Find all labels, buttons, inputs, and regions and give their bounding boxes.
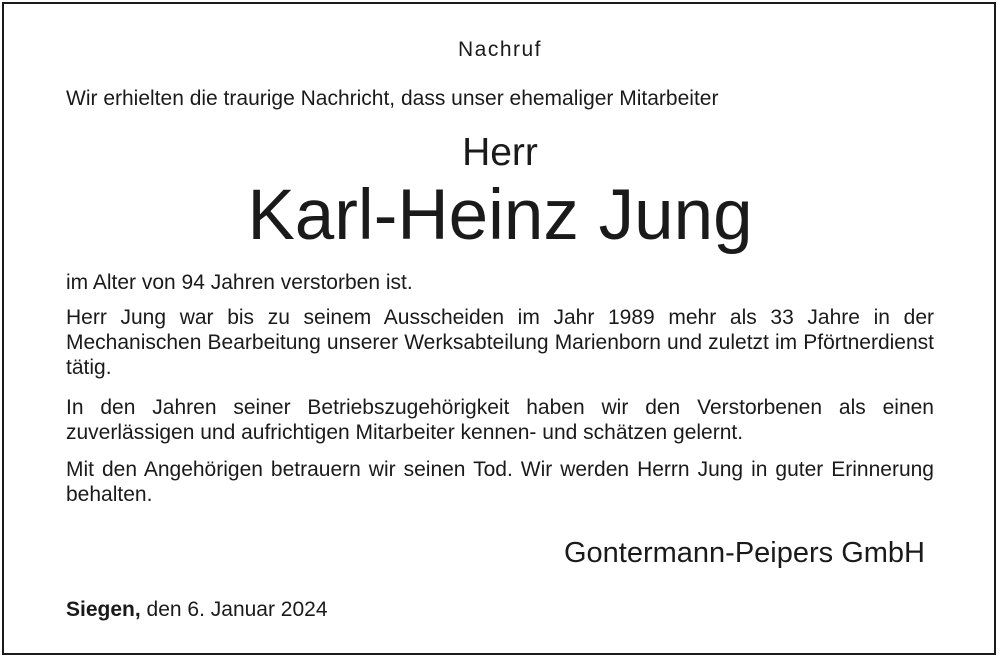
paragraph-condolence: Mit den Angehörigen betrauern wir seinen Tod. Wir werden Herrn Jung in guter Erinnerung behalten.: [66, 458, 934, 506]
paragraph-employment: In den Jahren seiner Betriebszugehörigkeit haben wir den Verstorbenen als einen zuverlässigen und aufrichtigen Mitarbeiter kennen- und schätzen gelernt.: [66, 396, 934, 444]
company-signature: Gontermann-Peipers GmbH: [563, 537, 925, 569]
deceased-name: Karl-Heinz Jung: [247, 176, 753, 255]
salutation: Herr: [462, 131, 538, 174]
intro-text: Wir erhielten die traurige Nachricht, dass unser ehemaliger Mitarbeiter: [66, 87, 719, 110]
paragraph-age: im Alter von 94 Jahren verstorben ist.: [66, 271, 413, 294]
dateline: [66, 597, 328, 623]
place-name: Siegen,: [66, 598, 141, 621]
paragraph-career: Herr Jung war bis zu seinem Ausscheiden im Jahr 1989 mehr als 33 Jahre in der Mechanischen Bearbeitung unserer Werksabteilung Marienborn und zuletzt im Pförtnerdienst tätig.: [66, 306, 934, 379]
date-text: den 6. Januar 2024: [146, 598, 328, 621]
notice-heading: Nachruf: [457, 38, 543, 61]
